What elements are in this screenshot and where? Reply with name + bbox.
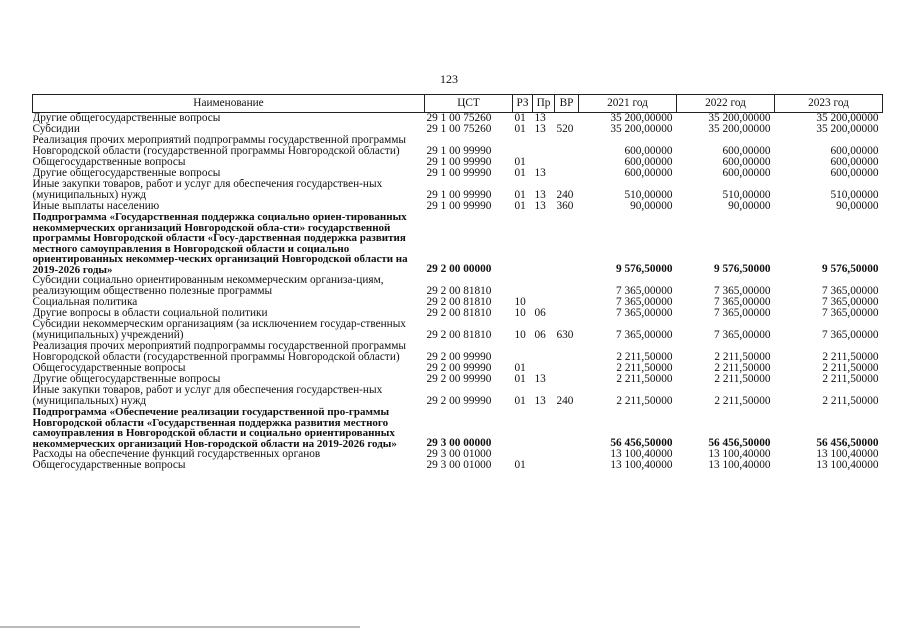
cell-vr — [555, 297, 579, 308]
cell-2023: 600,00000 — [830, 145, 879, 157]
table-row — [33, 297, 883, 308]
cell-vr — [555, 212, 579, 275]
cell-cst: 29 1 00 75260 — [426, 124, 492, 135]
table-row — [33, 135, 883, 157]
cell-2022: 35 200,00000 — [708, 124, 771, 135]
table-row — [33, 460, 883, 471]
cell-2022: 510,00000 — [722, 189, 771, 201]
cell-cst: 29 2 00 81810 — [426, 308, 492, 319]
cell-pr — [533, 297, 555, 308]
cell-rz: 01 — [514, 157, 526, 168]
table-row — [33, 275, 883, 297]
table-row — [33, 363, 883, 374]
cell-2021: 7 365,00000 — [616, 285, 673, 297]
cell-rz: 01 — [514, 460, 526, 471]
cell-pr — [533, 449, 555, 460]
cell-name: Другие общегосударственные вопросы — [32, 374, 221, 385]
cell-rz: 01 — [514, 168, 526, 179]
table-row — [33, 157, 883, 168]
cell-2022: 7 365,00000 — [714, 308, 771, 319]
cell-pr: 06 — [534, 308, 546, 319]
table-row — [33, 179, 883, 201]
cell-vr — [555, 460, 579, 471]
cell-name: Иные выплаты населению — [32, 201, 160, 212]
cell-2022: 7 365,00000 — [714, 297, 771, 308]
cell-vr: 520 — [556, 124, 574, 135]
cell-2023: 56 456,50000 — [816, 437, 879, 449]
cell-pr: 13 — [534, 112, 546, 124]
cell-rz: 10 — [514, 329, 526, 341]
cell-pr: 13 — [534, 124, 546, 135]
cell-2023: 600,00000 — [830, 157, 879, 168]
cell-2023: 2 211,50000 — [822, 363, 879, 374]
table-row — [33, 124, 883, 135]
cell-cst: 29 3 00 01000 — [426, 449, 492, 460]
table-row — [33, 341, 883, 363]
table-row — [33, 201, 883, 212]
cell-2022: 600,00000 — [722, 157, 771, 168]
cell-pr — [533, 157, 555, 168]
cell-2022: 13 100,40000 — [708, 449, 771, 460]
cell-2023: 90,00000 — [836, 201, 879, 212]
cell-2023: 7 365,00000 — [822, 297, 879, 308]
cell-name: Общегосударственные вопросы — [32, 157, 186, 168]
cell-rz — [513, 212, 533, 275]
cell-cst: 29 2 00 00000 — [426, 263, 492, 275]
table-row — [33, 308, 883, 319]
cell-2022: 2 211,50000 — [714, 363, 771, 374]
cell-2023: 7 365,00000 — [822, 285, 879, 297]
cell-2022: 7 365,00000 — [714, 285, 771, 297]
cell-2023: 13 100,40000 — [816, 449, 879, 460]
cell-2022: 7 365,00000 — [714, 329, 771, 341]
header-cst: ЦСТ — [425, 95, 513, 113]
header-vr: ВР — [555, 95, 579, 113]
cell-rz: 01 — [514, 201, 526, 212]
cell-rz: 01 — [514, 124, 526, 135]
cell-cst: 29 2 00 99990 — [426, 395, 492, 407]
scan-edge-line — [0, 626, 360, 628]
cell-vr — [555, 135, 579, 157]
cell-vr — [555, 449, 579, 460]
cell-2023: 2 211,50000 — [822, 395, 879, 407]
cell-vr — [555, 275, 579, 297]
header-rz: РЗ — [513, 95, 533, 113]
cell-2022: 2 211,50000 — [714, 374, 771, 385]
header-2023: 2023 год — [775, 95, 883, 113]
cell-pr — [533, 212, 555, 275]
cell-name: Расходы на обеспечение функций государственных органов — [32, 449, 321, 460]
cell-2021: 7 365,00000 — [616, 308, 673, 319]
cell-name: Социальная политика — [32, 297, 138, 308]
cell-name: Другие вопросы в области социальной политики — [32, 308, 268, 319]
cell-name: Реализация прочих мероприятий подпрограммы государственной программы Новгородской области (государственной программы Новгородской области) — [32, 135, 406, 157]
cell-2023: 13 100,40000 — [816, 460, 879, 471]
cell-rz — [513, 407, 533, 449]
cell-pr: 13 — [534, 201, 546, 212]
cell-pr — [533, 407, 555, 449]
cell-pr: 13 — [534, 395, 546, 407]
cell-cst: 29 3 00 00000 — [426, 437, 492, 449]
cell-vr — [555, 168, 579, 179]
cell-cst: 29 1 00 99990 — [426, 145, 492, 157]
cell-pr: 13 — [534, 374, 546, 385]
header-row — [33, 95, 883, 113]
cell-vr: 360 — [556, 201, 574, 212]
cell-vr — [555, 157, 579, 168]
cell-2021: 510,00000 — [624, 189, 673, 201]
cell-name: Реализация прочих мероприятий подпрограммы государственной программы Новгородской области (государственной программы Новгородской области) — [32, 341, 406, 363]
cell-2022: 2 211,50000 — [714, 395, 771, 407]
cell-2021: 600,00000 — [624, 157, 673, 168]
cell-cst: 29 2 00 99990 — [426, 351, 492, 363]
cell-name: Общегосударственные вопросы — [32, 363, 186, 374]
cell-2021: 600,00000 — [624, 145, 673, 157]
cell-name: Общегосударственные вопросы — [32, 460, 186, 471]
cell-name: Субсидии — [32, 124, 80, 135]
table-row — [33, 449, 883, 460]
cell-2021: 35 200,00000 — [610, 124, 673, 135]
cell-2021: 2 211,50000 — [616, 351, 673, 363]
cell-name: Иные закупки товаров, работ и услуг для обеспечения государствен-ных (муниципальных) нужд — [32, 385, 383, 407]
cell-rz — [513, 135, 533, 157]
cell-vr — [555, 407, 579, 449]
cell-2021: 2 211,50000 — [616, 374, 673, 385]
cell-name: Другие общегосударственные вопросы — [32, 112, 221, 124]
cell-2022: 56 456,50000 — [708, 437, 771, 449]
cell-2023: 35 200,00000 — [816, 124, 879, 135]
cell-name: Подпрограмма «Государственная поддержка социально ориен-тированных некоммерческих организаций Новгородской обла-сти» государственной программы Новгородской области «Госу-дарственная поддержка развития местного самоуправления в Новгородской области и социально ориентированных некоммер-ческих организаций Новгородской области на 2019-2026 годы» — [32, 212, 408, 275]
cell-cst: 29 2 00 81810 — [426, 329, 492, 341]
table-row — [33, 113, 883, 125]
cell-2023: 510,00000 — [830, 189, 879, 201]
cell-cst: 29 1 00 99990 — [426, 168, 492, 179]
cell-2022: 9 576,50000 — [714, 263, 771, 275]
cell-vr — [555, 363, 579, 374]
cell-2021: 600,00000 — [624, 168, 673, 179]
cell-name: Субсидии некоммерческим организациям (за исключением государ-ственных (муниципальных) учреждений) — [32, 319, 406, 341]
table-row — [33, 212, 883, 275]
cell-rz: 01 — [514, 112, 526, 124]
cell-2022: 90,00000 — [728, 201, 771, 212]
cell-cst: 29 1 00 99990 — [426, 189, 492, 201]
cell-rz: 01 — [514, 189, 526, 201]
cell-name: Субсидии социально ориентированным некоммерческим организа-циям, реализующим общественно полезные программы — [32, 275, 384, 297]
cell-2023: 7 365,00000 — [822, 329, 879, 341]
header-name: Наименование — [33, 95, 425, 113]
cell-cst: 29 2 00 99990 — [426, 374, 492, 385]
cell-cst: 29 2 00 81810 — [426, 297, 492, 308]
cell-cst: 29 3 00 01000 — [426, 460, 492, 471]
cell-vr — [555, 113, 579, 125]
header-2021: 2021 год — [579, 95, 677, 113]
cell-vr: 630 — [556, 329, 574, 341]
cell-2021: 7 365,00000 — [616, 297, 673, 308]
cell-name: Подпрограмма «Обеспечение реализации государственной про-граммы Новгородской области «Государственная поддержка развития местного самоуправления в Новгородской области и социально ориентированных некоммерческих организаций Нов-городской области на 2019-2026 годы» — [32, 407, 397, 449]
cell-pr — [533, 275, 555, 297]
cell-cst: 29 1 00 99990 — [426, 157, 492, 168]
cell-2021: 90,00000 — [630, 201, 673, 212]
cell-2022: 2 211,50000 — [714, 351, 771, 363]
cell-2023: 7 365,00000 — [822, 308, 879, 319]
cell-2021: 9 576,50000 — [616, 263, 673, 275]
cell-rz: 10 — [514, 308, 526, 319]
cell-2021: 35 200,00000 — [610, 112, 673, 124]
cell-vr: 240 — [556, 395, 574, 407]
cell-cst: 29 1 00 75260 — [426, 112, 492, 124]
cell-rz — [513, 341, 533, 363]
cell-cst: 29 2 00 99990 — [426, 363, 492, 374]
header-2022: 2022 год — [677, 95, 775, 113]
cell-rz: 01 — [514, 374, 526, 385]
cell-vr: 240 — [556, 189, 574, 201]
cell-2022: 600,00000 — [722, 145, 771, 157]
cell-2021: 7 365,00000 — [616, 329, 673, 341]
table-body — [33, 113, 883, 472]
cell-2021: 2 211,50000 — [616, 395, 673, 407]
cell-pr — [533, 363, 555, 374]
cell-2023: 9 576,50000 — [822, 263, 879, 275]
cell-pr: 13 — [534, 189, 546, 201]
cell-pr — [533, 135, 555, 157]
table-row — [33, 407, 883, 449]
table-row — [33, 319, 883, 341]
table-row — [33, 374, 883, 385]
cell-2021: 56 456,50000 — [610, 437, 673, 449]
cell-pr: 06 — [534, 329, 546, 341]
cell-2023: 600,00000 — [830, 168, 879, 179]
cell-2022: 35 200,00000 — [708, 112, 771, 124]
cell-rz: 01 — [514, 363, 526, 374]
page-number: 123 — [440, 72, 458, 86]
cell-name: Другие общегосударственные вопросы — [32, 168, 221, 179]
cell-cst: 29 1 00 99990 — [426, 201, 492, 212]
cell-2023: 2 211,50000 — [822, 351, 879, 363]
cell-pr: 13 — [534, 168, 546, 179]
cell-2021: 2 211,50000 — [616, 363, 673, 374]
cell-rz — [513, 449, 533, 460]
budget-table — [32, 94, 883, 471]
cell-pr — [533, 460, 555, 471]
cell-2023: 35 200,00000 — [816, 112, 879, 124]
cell-2023: 2 211,50000 — [822, 374, 879, 385]
cell-2022: 600,00000 — [722, 168, 771, 179]
cell-2021: 13 100,40000 — [610, 449, 673, 460]
cell-vr — [555, 341, 579, 363]
cell-pr — [533, 341, 555, 363]
cell-name: Иные закупки товаров, работ и услуг для обеспечения государствен-ных (муниципальных) нужд — [32, 179, 383, 201]
cell-2021: 13 100,40000 — [610, 460, 673, 471]
cell-vr — [555, 374, 579, 385]
header-pr: Пр — [533, 95, 555, 113]
cell-rz: 01 — [514, 395, 526, 407]
table-row — [33, 385, 883, 407]
cell-rz: 10 — [514, 297, 526, 308]
cell-rz — [513, 275, 533, 297]
cell-2022: 13 100,40000 — [708, 460, 771, 471]
cell-cst: 29 2 00 81810 — [426, 285, 492, 297]
cell-vr — [555, 308, 579, 319]
table-row — [33, 168, 883, 179]
